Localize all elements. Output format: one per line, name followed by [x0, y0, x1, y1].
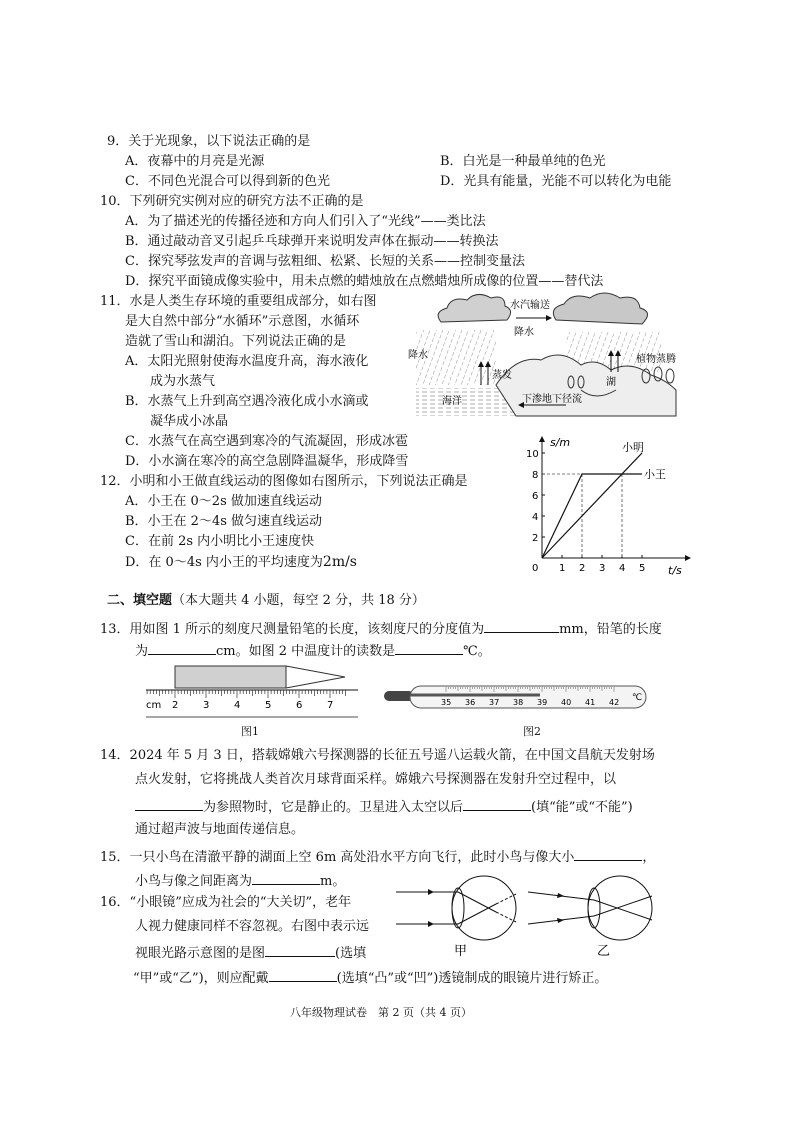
q14-blank-1[interactable]: [135, 796, 203, 811]
thermo-tick-label: 42: [609, 698, 620, 707]
q13-text-1: 13．用如图 1 所示的刻度尺测量铅笔的长度，该刻度尺的分度值为: [100, 622, 485, 637]
ruler-tick-label: 3: [203, 700, 210, 711]
ruler-figure: [140, 662, 362, 720]
label-vapor-transport: 水汽输送: [510, 300, 550, 311]
q10-option-c: C．探究琴弦发声的音调与弦粗细、松紧、长短的关系——控制变量法: [125, 254, 525, 269]
q15-text-2: ，: [642, 850, 656, 865]
q12-option-d-value: 2m/s: [322, 554, 357, 570]
label-groundwater: 下渗地下径流: [522, 394, 582, 405]
q15-line1: [100, 846, 655, 867]
label-transpiration: 植物蒸腾: [636, 354, 676, 365]
q11-option-d: D．小水滴在寒冷的高空急剧降温凝华，形成降雪: [125, 454, 409, 469]
q9-option-d: D．光具有能量，光能不可以转化为电能: [440, 174, 672, 189]
thermometer-unit: ℃: [632, 693, 643, 703]
q14-line3: [135, 796, 633, 817]
q14-blank-2[interactable]: [463, 796, 531, 811]
q9-stem: 9．关于光现象，以下说法正确的是: [107, 134, 311, 149]
x-tick-label: 1: [559, 563, 566, 574]
y-tick-label: 2: [532, 533, 539, 544]
fig1-caption: 图1: [241, 725, 259, 738]
q11-stem-line2: 是大自然中部分“水循环”示意图，水循环: [125, 314, 360, 329]
pencil-body: [175, 666, 286, 688]
series-label-1: 小王: [644, 468, 666, 481]
q12-option-c: C．在前 2s 内小明比小王速度快: [125, 534, 315, 549]
q14-line4: 通过超声波与地面传递信息。: [135, 822, 305, 837]
q16-text-1: 视眼光路示意图的是图: [135, 946, 266, 961]
thermo-tick-label: 40: [561, 698, 572, 707]
x-tick-label: 0: [532, 563, 539, 574]
q14-line1: 14．2024 年 5 月 3 日，搭载嫦娥六号探测器的长征五号遥八运载火箭，在中国文昌航天发射场: [100, 748, 655, 763]
q16-text-3: “甲”或“乙”)，则应配戴: [133, 971, 269, 986]
q12-option-d-text: D．在 0～4s 内小王的平均速度为: [125, 555, 323, 570]
eye-diagram-yi: [528, 876, 652, 940]
eye-diagrams: [392, 868, 692, 958]
q11-option-b-line1: B．水蒸气上升到高空遇冷液化成小水滴或: [125, 394, 369, 409]
label-yi: 乙: [597, 944, 611, 958]
q14-text-1: 为参照物时，它是静止的。卫星进入太空以后: [203, 800, 464, 815]
label-rain-left: 降水: [408, 350, 428, 361]
q14-line2: 点火发射，它将挑战人类首次月球背面采样。嫦娥六号探测器在发射升空过程中，以: [135, 772, 617, 787]
q15-line2: [135, 870, 345, 891]
q12-option-d: [125, 553, 357, 572]
series-line-1: [542, 474, 642, 558]
fig2-caption: 图2: [523, 725, 541, 738]
y-tick-label: 8: [532, 470, 539, 481]
y-tick-label: 10: [526, 449, 539, 460]
label-lake: 湖: [606, 377, 616, 388]
q13-text-2: mm，铅笔的长度: [559, 622, 662, 637]
thermometer-figure: [380, 682, 650, 714]
q11-option-a-line2: 成为水蒸气: [150, 374, 216, 389]
q10-option-b: B．通过敲动音叉引起乒乓球弹开来说明发声体在振动——转换法: [125, 234, 499, 249]
q12-option-a: A．小王在 0～2s 做加速直线运动: [125, 494, 322, 509]
thermo-tick-label: 36: [465, 698, 476, 707]
section2-header: [107, 592, 425, 610]
pencil-tip: [286, 666, 345, 688]
y-axis-label: s/m: [550, 436, 571, 449]
q11-stem-line3: 造就了雪山和湖泊。下列说法正确的是: [125, 334, 347, 349]
q13-line2: [135, 640, 491, 661]
q13-blank-2[interactable]: [148, 640, 216, 655]
series-line-0: [542, 453, 642, 558]
q16-blank-1[interactable]: [265, 942, 335, 957]
thermo-tick-label: 35: [441, 698, 452, 707]
ruler-tick-label: 7: [327, 700, 334, 711]
q13-text-5: ℃。: [463, 644, 491, 659]
thermo-tick-label: 37: [489, 698, 500, 707]
water-cycle-diagram: [406, 290, 686, 420]
ruler-tick-label: 5: [265, 700, 272, 711]
q13-blank-3[interactable]: [395, 640, 463, 655]
label-rain-center: 降水: [514, 327, 534, 338]
thermo-tick-label: 38: [513, 698, 524, 707]
ruler-tick-label: 2: [172, 700, 179, 711]
x-tick-label: 5: [639, 563, 646, 574]
q13-blank-1[interactable]: [484, 618, 559, 633]
st-graph: [520, 432, 700, 577]
x-axis-label: t/s: [668, 564, 682, 577]
q13-text-4: cm。如图 2 中温度计的读数是: [216, 644, 396, 659]
y-tick-label: 4: [532, 512, 539, 523]
q11-option-a-line1: A．太阳光照射使海水温度升高，海水液化: [125, 354, 369, 369]
x-tick-label: 2: [579, 563, 586, 574]
page-footer: 八年级物理试卷 第 2 页（共 4 页）: [290, 1006, 472, 1019]
q13-text-3: 为: [135, 644, 149, 659]
q16-blank-2[interactable]: [269, 967, 337, 982]
q15-text-4: m。: [320, 874, 346, 889]
q15-text-3: 小鸟与像之间距离为: [135, 874, 253, 889]
q12-option-b: B．小王在 2～4s 做匀速直线运动: [125, 514, 323, 529]
thermo-tick-label: 39: [537, 698, 548, 707]
q9-option-c: C．不同色光混合可以得到新的色光: [125, 174, 330, 189]
q16-text-4: (选填“凸”或“凹”)透镜制成的眼镜片进行矫正。: [336, 971, 608, 986]
q11-option-b-line2: 凝华成小冰晶: [150, 414, 229, 429]
x-tick-label: 4: [619, 563, 626, 574]
y-tick-label: 6: [532, 491, 539, 502]
q11-stem-line1: 11．水是人类生存环境的重要组成部分，如右图: [100, 294, 377, 309]
section2-title: 二、填空题: [107, 593, 173, 608]
ruler-tick-label: 4: [234, 700, 241, 711]
ruler-unit: cm: [146, 700, 162, 711]
q16-text-2: (选填: [335, 946, 367, 961]
q9-option-a: A．夜幕中的月亮是光源: [125, 154, 265, 169]
q15-blank-1[interactable]: [574, 846, 642, 861]
label-jia: 甲: [454, 944, 468, 958]
series-label-0: 小明: [622, 441, 644, 454]
q15-text-1: 15．一只小鸟在清澈平静的湖面上空 6m 高处沿水平方向飞行，此时小鸟与像大小: [100, 850, 575, 865]
q15-blank-2[interactable]: [252, 870, 320, 885]
thermo-tick-label: 41: [585, 698, 596, 707]
thermometer-bulb: [384, 691, 414, 701]
q10-stem: 10．下列研究实例对应的研究方法不正确的是: [100, 194, 364, 209]
eye-diagram-jia: [396, 876, 516, 940]
q13-line1: [100, 618, 662, 639]
x-tick-label: 3: [599, 563, 606, 574]
q11-option-c: C．水蒸气在高空遇到寒冷的气流凝固，形成冰雹: [125, 434, 408, 449]
q16-line3: [135, 942, 366, 963]
q9-option-b: B．白光是一种最单纯的色光: [440, 154, 606, 169]
q10-option-a: A．为了描述光的传播径迹和方向人们引入了“光线”——类比法: [125, 214, 486, 229]
q16-line1: 16．“小眼镜”应成为社会的“大关切”，老年: [100, 895, 352, 910]
q10-option-d: D．探究平面镜成像实验中，用未点燃的蜡烛放在点燃蜡烛所成像的位置——替代法: [125, 274, 604, 289]
q16-line4: [133, 967, 607, 988]
q16-line2: 人视力健康同样不容忽视。右图中表示远: [135, 919, 370, 934]
q12-stem: 12．小明和小王做直线运动的图像如右图所示，下列说法正确是: [100, 474, 468, 489]
label-evaporation: 蒸发: [492, 370, 512, 381]
label-ocean: 海洋: [442, 396, 462, 407]
q14-text-2: (填“能”或“不能”): [531, 800, 633, 815]
section2-note: （本大题共 4 小题，每空 2 分，共 18 分）: [172, 593, 425, 608]
ruler-tick-label: 6: [296, 700, 303, 711]
